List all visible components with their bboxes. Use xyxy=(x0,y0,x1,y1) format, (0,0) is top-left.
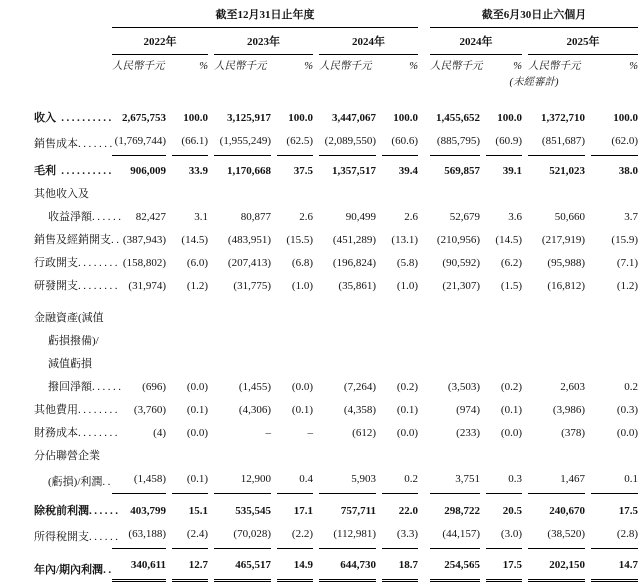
table-body xyxy=(34,107,640,582)
num-cell: 100.0 xyxy=(613,112,638,124)
num-cell: 3.1 xyxy=(194,211,208,223)
row-label: 減值虧損 xyxy=(48,358,92,370)
num-cell: (196,824) xyxy=(332,257,376,269)
num-cell: 39.4 xyxy=(398,165,418,177)
num-cell: 12,900 xyxy=(214,468,271,494)
table-row xyxy=(34,500,640,523)
table-row xyxy=(34,160,640,183)
num-cell: (0.2) xyxy=(396,381,418,393)
num-cell: (207,413) xyxy=(227,257,271,269)
num-cell: 3,751 xyxy=(430,468,480,494)
num-cell: (16,812) xyxy=(547,280,585,292)
percent-label: % xyxy=(199,61,208,72)
row-dots: ...... xyxy=(89,505,121,517)
num-cell: (1,455) xyxy=(238,381,271,393)
num-cell: (35,861) xyxy=(338,280,376,292)
num-cell: (3,503) xyxy=(447,381,480,393)
num-cell: (612) xyxy=(352,427,376,439)
num-cell: 3.6 xyxy=(508,211,522,223)
year-column-2024-interim: 2024年 xyxy=(430,35,522,55)
row-dots: .. xyxy=(111,234,122,246)
num-cell: (60.6) xyxy=(382,130,418,156)
num-cell: 5,903 xyxy=(319,468,376,494)
row-label-cell xyxy=(34,183,106,206)
num-cell: (14.5) xyxy=(495,234,522,246)
num-cell: (0.1) xyxy=(396,404,418,416)
num-cell: 0.2 xyxy=(382,468,418,494)
row-label: (虧損)/利潤 xyxy=(48,476,103,488)
row-dots: .. xyxy=(102,476,113,488)
unit-label: 人民幣千元 xyxy=(112,61,165,72)
num-cell: 50,660 xyxy=(554,211,585,223)
num-cell: 240,670 xyxy=(549,505,585,517)
num-cell: (3,986) xyxy=(552,404,585,416)
row-label: 虧損撥備)/ xyxy=(48,335,99,347)
unit-label: 人民幣千元 xyxy=(528,61,581,72)
num-cell: (1,458) xyxy=(112,468,166,494)
table-row xyxy=(34,206,640,229)
table-row xyxy=(34,376,640,399)
num-cell: (2.2) xyxy=(277,523,313,549)
table-row xyxy=(34,422,640,445)
num-cell: 15.1 xyxy=(188,505,208,517)
row-label-cell xyxy=(34,160,114,183)
num-cell: (3.0) xyxy=(486,523,522,549)
unit-pair-2025-interim xyxy=(528,60,638,74)
num-cell: (696) xyxy=(142,381,166,393)
num-cell: (0.2) xyxy=(500,381,522,393)
table-header-units xyxy=(34,60,640,74)
row-label: 其他收入及 xyxy=(34,188,89,200)
num-cell: 100.0 xyxy=(393,112,418,124)
num-cell: (885,795) xyxy=(430,130,480,156)
num-cell: 14.7 xyxy=(591,554,638,582)
num-cell: (31,974) xyxy=(128,280,166,292)
row-label-cell xyxy=(34,307,106,330)
num-cell: 0.1 xyxy=(591,468,638,494)
unaudited-note: (未經審計) xyxy=(509,77,559,88)
num-cell: 52,679 xyxy=(449,211,480,223)
table-header-note xyxy=(34,76,640,90)
num-cell: 1,455,652 xyxy=(436,112,480,124)
num-cell: (483,951) xyxy=(227,234,271,246)
num-cell: (7.1) xyxy=(616,257,638,269)
num-cell: 1,372,710 xyxy=(541,112,585,124)
year-column-2022: 2022年 xyxy=(112,35,208,55)
unit-pair-2024-interim xyxy=(430,60,522,74)
table-row xyxy=(34,307,640,330)
num-cell: (60.9) xyxy=(486,130,522,156)
num-cell: (38,520) xyxy=(528,523,585,549)
year-column-2023: 2023年 xyxy=(214,35,313,55)
num-cell: (44,157) xyxy=(430,523,480,549)
table-row xyxy=(34,523,640,549)
table-row xyxy=(34,399,640,422)
percent-label: % xyxy=(304,61,313,72)
num-cell: 298,722 xyxy=(444,505,480,517)
num-cell: 1,467 xyxy=(528,468,585,494)
row-label-cell xyxy=(34,252,120,275)
row-dots: ........ xyxy=(78,404,120,416)
row-dots: ...... xyxy=(92,211,124,223)
row-label-cell xyxy=(34,500,121,523)
num-cell: 2.6 xyxy=(404,211,418,223)
num-cell: 569,857 xyxy=(444,165,480,177)
num-cell: (4,358) xyxy=(343,404,376,416)
num-cell: (0.0) xyxy=(186,427,208,439)
num-cell: (31,775) xyxy=(233,280,271,292)
num-cell: 14.9 xyxy=(277,554,313,582)
num-cell: 20.5 xyxy=(502,505,522,517)
unit-label: 人民幣千元 xyxy=(319,61,372,72)
row-dots: ...... xyxy=(89,531,121,543)
row-label-cell xyxy=(34,353,106,376)
num-cell: (3.3) xyxy=(382,523,418,549)
row-label: 財務成本 xyxy=(34,427,78,439)
num-cell: (1.2) xyxy=(186,280,208,292)
num-cell: 465,517 xyxy=(214,554,271,582)
num-cell: 535,545 xyxy=(235,505,271,517)
num-cell: 38.0 xyxy=(618,165,638,177)
num-cell: (1.5) xyxy=(500,280,522,292)
table-header-sections xyxy=(34,8,640,28)
num-cell: (6.0) xyxy=(186,257,208,269)
num-cell: (2.8) xyxy=(591,523,638,549)
row-label: 毛利 xyxy=(34,165,56,177)
row-label: 收入 xyxy=(34,112,56,124)
row-label: 其他費用 xyxy=(34,404,78,416)
num-cell: (7,264) xyxy=(343,381,376,393)
row-dots: .......... xyxy=(56,165,114,177)
table-row xyxy=(34,554,640,582)
num-cell: (4,306) xyxy=(238,404,271,416)
num-cell: (2,089,550) xyxy=(319,130,376,156)
row-dots: .. xyxy=(103,564,114,576)
num-cell: 0.2 xyxy=(624,381,638,393)
unit-pair-2024 xyxy=(319,60,418,74)
table-row xyxy=(34,130,640,156)
num-cell: 39.1 xyxy=(502,165,522,177)
num-cell: (5.8) xyxy=(396,257,418,269)
num-cell: (451,289) xyxy=(332,234,376,246)
row-label-cell xyxy=(34,133,115,156)
num-cell: (0.0) xyxy=(291,381,313,393)
row-label: 年內/期內利潤 xyxy=(34,564,104,576)
table-row xyxy=(34,229,640,252)
num-cell: (1.0) xyxy=(291,280,313,292)
num-cell: (0.0) xyxy=(616,427,638,439)
num-cell: (0.1) xyxy=(186,404,208,416)
num-cell: (6.2) xyxy=(500,257,522,269)
table-row xyxy=(34,107,640,130)
num-cell: 80,877 xyxy=(240,211,271,223)
num-cell: (851,687) xyxy=(528,130,585,156)
num-cell: 100.0 xyxy=(288,112,313,124)
num-cell: 2,675,753 xyxy=(122,112,166,124)
row-dots: ........ xyxy=(78,280,120,292)
row-label-cell xyxy=(34,206,124,229)
table-row xyxy=(34,468,640,494)
num-cell: (378) xyxy=(561,427,585,439)
row-label-cell xyxy=(34,107,114,130)
num-cell: (0.0) xyxy=(500,427,522,439)
row-label-cell xyxy=(34,275,120,298)
percent-label: % xyxy=(629,61,638,72)
unit-label: 人民幣千元 xyxy=(430,61,483,72)
num-cell: (15.9) xyxy=(611,234,638,246)
num-cell: 12.7 xyxy=(172,554,208,582)
row-dots: ........ xyxy=(78,427,120,439)
num-cell: (95,988) xyxy=(547,257,585,269)
row-label: 金融資產(減值 xyxy=(34,312,104,324)
row-dots: ....... xyxy=(78,138,115,150)
num-cell: 403,799 xyxy=(130,505,166,517)
num-cell: 100.0 xyxy=(183,112,208,124)
table-row xyxy=(34,353,640,376)
num-cell: – xyxy=(307,427,313,439)
row-label-cell xyxy=(34,229,122,252)
num-cell: (90,592) xyxy=(442,257,480,269)
num-cell: 82,427 xyxy=(135,211,166,223)
num-cell: 340,611 xyxy=(112,554,166,582)
row-label-cell xyxy=(34,376,124,399)
num-cell: 254,565 xyxy=(430,554,480,582)
num-cell: 1,170,668 xyxy=(227,165,271,177)
num-cell: (0.3) xyxy=(616,404,638,416)
table-row xyxy=(34,275,640,298)
num-cell: 202,150 xyxy=(528,554,585,582)
row-label-cell xyxy=(34,330,106,353)
num-cell: 0.4 xyxy=(277,468,313,494)
row-label: 所得稅開支 xyxy=(34,531,89,543)
row-label: 分佔聯營企業 xyxy=(34,450,100,462)
table-row xyxy=(34,330,640,353)
num-cell: (217,919) xyxy=(541,234,585,246)
num-cell: (0.1) xyxy=(172,468,208,494)
num-cell: (0.1) xyxy=(500,404,522,416)
num-cell: (158,802) xyxy=(122,257,166,269)
num-cell: (112,981) xyxy=(319,523,376,549)
row-label-cell xyxy=(34,559,114,582)
table-row xyxy=(34,445,640,468)
num-cell: (15.5) xyxy=(286,234,313,246)
num-cell: 0.3 xyxy=(486,468,522,494)
num-cell: (3,760) xyxy=(133,404,166,416)
num-cell: (6.8) xyxy=(291,257,313,269)
row-label: 銷售成本 xyxy=(34,138,78,150)
row-label-cell xyxy=(34,399,120,422)
num-cell: (1.0) xyxy=(396,280,418,292)
row-label-cell xyxy=(34,526,121,549)
num-cell: 644,730 xyxy=(319,554,376,582)
num-cell: (21,307) xyxy=(442,280,480,292)
unit-pair-2023 xyxy=(214,60,313,74)
num-cell: (62.5) xyxy=(277,130,313,156)
row-label-cell xyxy=(34,445,106,468)
row-label-cell xyxy=(34,422,120,445)
year-column-2024: 2024年 xyxy=(319,35,418,55)
num-cell: (1.2) xyxy=(616,280,638,292)
row-label: 銷售及經銷開支 xyxy=(34,234,111,246)
num-cell: 37.5 xyxy=(293,165,313,177)
num-cell: (233) xyxy=(456,427,480,439)
unit-pair-2022 xyxy=(112,60,208,74)
interim-section-title: 截至6月30日止六個月 xyxy=(430,8,638,28)
row-label: 撥回淨額 xyxy=(48,381,92,393)
num-cell: (1,769,744) xyxy=(112,130,166,156)
num-cell: 3,125,917 xyxy=(227,112,271,124)
row-dots: ........ xyxy=(78,257,120,269)
percent-label: % xyxy=(409,61,418,72)
num-cell: 100.0 xyxy=(497,112,522,124)
num-cell: (13.1) xyxy=(391,234,418,246)
num-cell: 18.7 xyxy=(382,554,418,582)
num-cell: (63,188) xyxy=(112,523,166,549)
num-cell: 3,447,067 xyxy=(332,112,376,124)
num-cell: (66.1) xyxy=(172,130,208,156)
row-dots: ...... xyxy=(92,381,124,393)
num-cell: 757,711 xyxy=(340,505,376,517)
num-cell: (62.0) xyxy=(591,130,638,156)
row-label: 行政開支 xyxy=(34,257,78,269)
row-label: 研發開支 xyxy=(34,280,78,292)
num-cell: 1,357,517 xyxy=(332,165,376,177)
num-cell: 17.5 xyxy=(486,554,522,582)
annual-section-title: 截至12月31日止年度 xyxy=(112,8,418,28)
num-cell: 3.7 xyxy=(624,211,638,223)
table-header-years xyxy=(34,35,640,55)
row-label-cell xyxy=(34,471,113,494)
num-cell: 17.5 xyxy=(618,505,638,517)
num-cell: 33.9 xyxy=(188,165,208,177)
num-cell: (387,943) xyxy=(122,234,166,246)
row-label: 收益淨額 xyxy=(48,211,92,223)
num-cell: (70,028) xyxy=(214,523,271,549)
num-cell: 2,603 xyxy=(560,381,585,393)
num-cell: 521,023 xyxy=(549,165,585,177)
table-row xyxy=(34,252,640,275)
num-cell: 17.1 xyxy=(293,505,313,517)
num-cell: (210,956) xyxy=(436,234,480,246)
num-cell: (0.1) xyxy=(291,404,313,416)
unit-label: 人民幣千元 xyxy=(214,61,267,72)
num-cell: (2.4) xyxy=(172,523,208,549)
percent-label: % xyxy=(513,61,522,72)
num-cell: 2.6 xyxy=(299,211,313,223)
num-cell: 90,499 xyxy=(345,211,376,223)
num-cell: – xyxy=(265,427,271,439)
year-column-2025-interim: 2025年 xyxy=(528,35,638,55)
num-cell: 906,009 xyxy=(130,165,166,177)
table-row xyxy=(34,183,640,206)
num-cell: (4) xyxy=(153,427,166,439)
num-cell: (14.5) xyxy=(181,234,208,246)
row-dots: .......... xyxy=(56,112,114,124)
num-cell: 22.0 xyxy=(398,505,418,517)
num-cell: (0.0) xyxy=(396,427,418,439)
num-cell: (1,955,249) xyxy=(214,130,271,156)
num-cell: (0.0) xyxy=(186,381,208,393)
row-label: 除稅前利潤 xyxy=(34,505,89,517)
num-cell: (974) xyxy=(456,404,480,416)
